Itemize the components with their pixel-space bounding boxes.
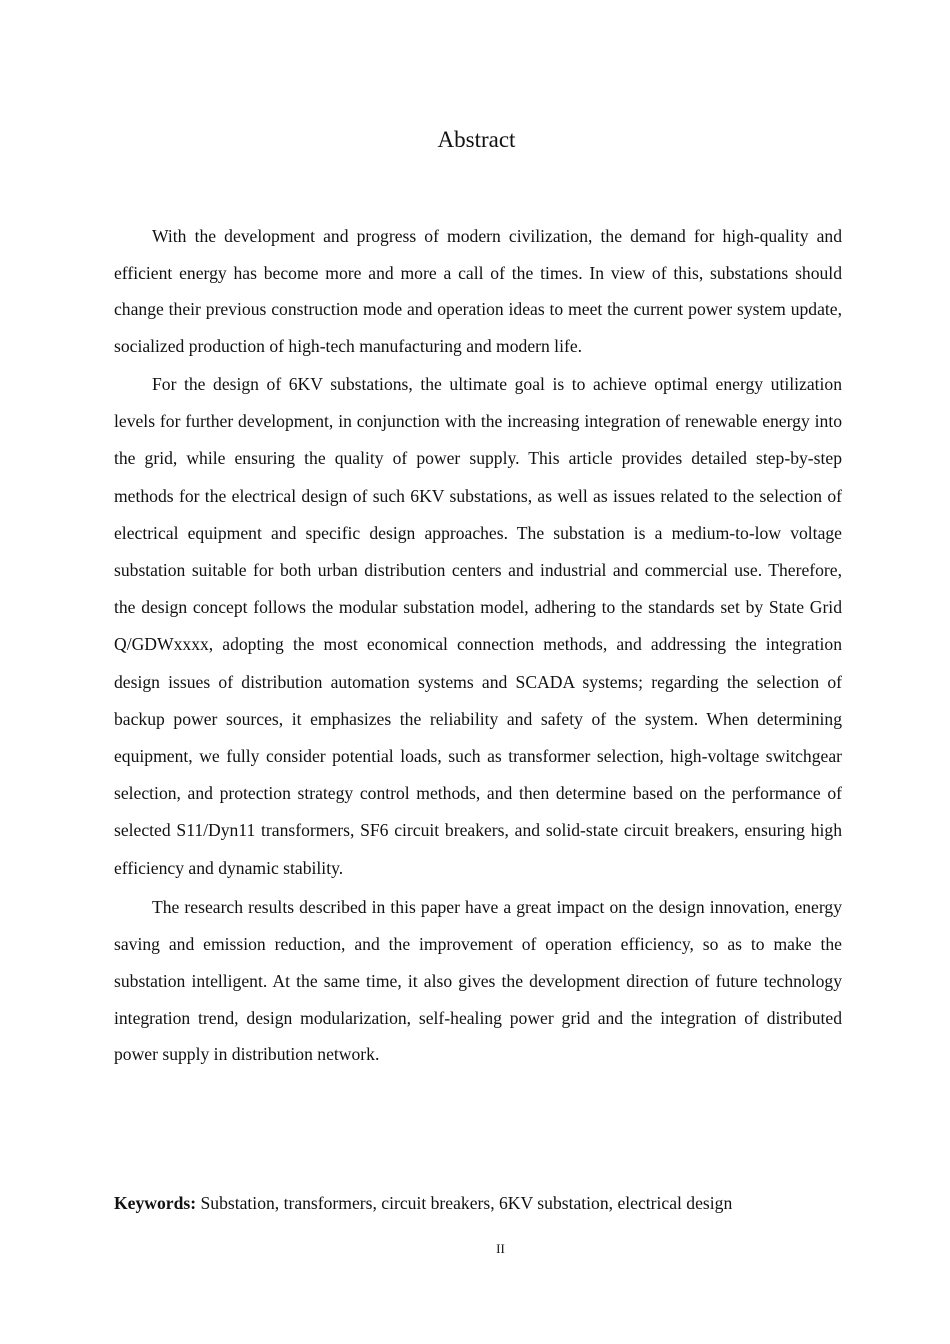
abstract-title: Abstract	[437, 127, 516, 152]
keywords-line	[114, 1189, 842, 1217]
keywords-text: Substation, transformers, circuit breakers, 6KV substation, electrical design	[196, 1193, 733, 1213]
abstract-paragraph-3: The research results described in this paper have a great impact on the design innovation, energy saving and emission reduction, and the improvement of operation efficiency, so as to make the substation intelligent. At the same time, it also gives the development direction of future technology integration trend, design modularization, self-healing power grid and the integration of distributed power supply in distribution network.	[114, 896, 842, 1065]
page-number: II	[496, 1241, 505, 1256]
abstract-paragraph-1: With the development and progress of modern civilization, the demand for high-quality and efficient energy has become more and more a call of the times. In view of this, substations should change their previous construction mode and operation ideas to meet the current power system update, socialized production of high-tech manufacturing and modern life.	[114, 226, 842, 356]
keywords-label: Keywords:	[114, 1193, 197, 1213]
abstract-paragraph-2: For the design of 6KV substations, the ultimate goal is to achieve optimal energy utilization levels for further development, in conjunction with the increasing integration of renewable energy into the grid, while ensuring the quality of power supply. This article provides detailed step-by-step methods for the electrical design of such 6KV substations, as well as issues related to the selection of electrical equipment and specific design approaches. The substation is a medium-to-low voltage substation suitable for both urban distribution centers and industrial and commercial use. Therefore, the design concept follows the modular substation model, adhering to the standards set by State Grid Q/GDWxxxx, adopting the most economical connection methods, and addressing the integration design issues of distribution automation systems and SCADA systems; regarding the selection of backup power sources, it emphasizes the reliability and safety of the system. When determining equipment, we fully consider potential loads, such as transformer selection, high-voltage switchgear selection, and protection strategy control methods, and then determine based on the performance of selected S11/Dyn11 transformers, SF6 circuit breakers, and solid-state circuit breakers, ensuring high efficiency and dynamic stability.	[114, 374, 842, 878]
abstract-body	[114, 218, 842, 1073]
